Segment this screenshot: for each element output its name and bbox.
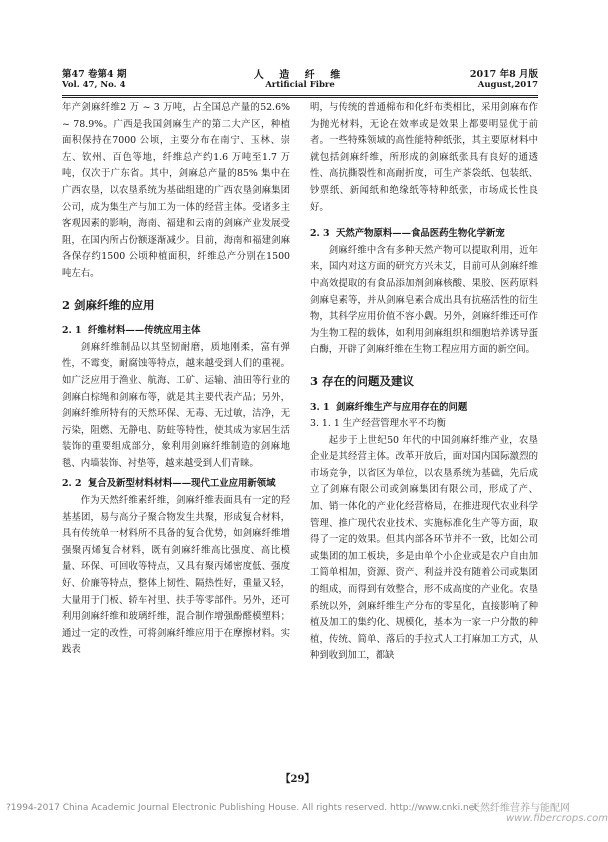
subsection-title: 天然产物原料——食品医药生物化学新宠 (336, 228, 505, 240)
volume-issue-en: Vol. 47, No. 4 (62, 80, 126, 90)
paragraph: 剑麻纤维制品以其坚韧耐磨，质地刚柔，富有弹性，不霉变，耐腐蚀等特点，越来越受到人们的重视。如广泛应用于渔业、航海、工矿、运输、油田等行业的剑麻白棕绳和剑麻布等，就是其主要代表产品；另外，剑麻纤维所特有的天然环保、无毒、无过敏，洁净，无污染，阻燃、无静电、防蛀等特性，使其成为家居生活装饰的重要组成部分，象利用剑麻纤维制造的剑麻地毯、内墙装饰、衬垫等，越来越受到人们青睐。 (62, 341, 290, 469)
site-watermark (470, 801, 608, 827)
volume-issue-cn: 第47 卷第4 期 (62, 69, 127, 80)
section-heading-2: 2 剑麻纤维的应用 (62, 297, 155, 312)
section-heading-3: 3 存在的问题及建议 (310, 373, 415, 388)
subsection-heading-3-1 (310, 400, 538, 417)
left-column (62, 100, 290, 659)
page-number: 【29】 (280, 774, 315, 785)
subsection-heading-2-2 (62, 476, 290, 493)
journal-title-en: Artificial Fibre (265, 80, 335, 90)
paragraph: 剑麻纤维中含有多种天然产物可以提取利用，近年来，国内对这方面的研究方兴未艾，目前可从剑麻纤维中高效提取的有食品添加剂剑麻核酸、果胶、医药原料剑麻皂素等，并从剑麻皂素合成出具有抗癌活性的衍生物，其科学应用价值不容小觑。另外，剑麻纤维还可作为生物工程的载体，如利用剑麻组织和细胞培养诱导蛋白酶，开辟了剑麻纤维在生物工程应用方面的新空间。 (310, 244, 538, 356)
subsection-title: 剑麻纤维生产与应用存在的问题 (336, 401, 468, 413)
subsection-number: 2. 1 (62, 325, 82, 337)
subsection-heading-2-3 (310, 226, 538, 243)
running-header (62, 62, 538, 94)
paragraph: 年产剑麻纤维2 万 ~ 3 万吨，占全国总产量的52.6% ~ 78.9%。广西是我国剑麻生产的第二大产区，种植面积保持在7000 公顷，主要分布在南宁、玉林、崇左、钦州、百色等地，纤维总产约1.6 万吨至1.7 万吨，仅次于广东省。其中，剑麻总产量的85% 集中在广西农垦，以农垦系统为基础组建的广西农垦剑麻集团公司，成为集生产与加工为一体的经营主体。受诸多主客观因素的影响，海南、福建和云南的剑麻产业发展受阻，在国内所占份额逐渐减少。目前，海南和福建剑麻各保存约1500 公顷种植面积，纤维总产分别在1500 吨左右。 (62, 102, 290, 279)
right-column (310, 100, 538, 665)
subsection-number: 3. 1 (310, 401, 330, 413)
header-rule-thick (62, 95, 538, 96)
subsection-heading-2-1 (62, 323, 290, 340)
watermark-url: www.fibercrops.com (506, 813, 608, 824)
subsection-number: 2. 2 (62, 478, 82, 490)
subsection-number: 2. 3 (310, 228, 330, 240)
paragraph: 起步于上世纪50 年代的中国剑麻纤维产业，农垦企业是其经营主体。改革开放后，面对国内国际激烈的市场竞争，以省区为单位，以农垦系统为基础，先后成立了剑麻有限公司或剑麻集团有限公司，形成了产、加、销一体化的产业化经营格局，在推进现代农业科学管理、推广现代农业技术、实施标准化生产等方面，取得了一定的效果。但其内部各环节并不一致，比如公司或集团的加工板块，多是由单个小企业或是农户自由加工简单相加，资源、资产、利益并没有随着公司或集团的组成，而得到有效整合，形不成高度的产业化。农垦系统以外，剑麻纤维生产分布的零星化，直接影响了种植及加工的集约化、规模化，基本为一家一户分散的种植，传统、简单、落后的手拉式人工打麻加工方式，从种到收到加工，都缺 (310, 434, 538, 662)
subsection-title: 纤维材料——传统应用主体 (88, 325, 201, 337)
journal-title-cn: 人 造 纤 维 (253, 70, 347, 81)
subsection-title: 复合及新型材料材料——现代工业应用新领域 (88, 478, 276, 490)
copyright-notice: ?1994-2017 China Academic Journal Electronic Publishing House. All rights reserved. http://www.cnki.net (6, 803, 478, 813)
paragraph: 明，与传统的普通棉布和化纤布类相比，采用剑麻布作为抛光材料，无论在效率或是效果上都要明显优于前者。一些特殊领域的高性能特种纸张，其主要原材料中就包括剑麻纤维，所形成的剑麻纸张具有良好的通透性、高抗撕裂性和高耐折度，可生产茶袋纸、包装纸、钞票纸、新闻纸和绝缘纸等特种纸张，市场成长性良好。 (310, 102, 538, 213)
header-rule-thin (62, 97, 538, 98)
footer (0, 803, 608, 824)
paragraph: 作为天然纤维素纤维，剑麻纤维表面具有一定的羟基基团，易与高分子聚合物发生共聚，形成复合材料，具有传统单一材料所不具备的复合优势，如剑麻纤维增强聚丙烯复合材料，既有剑麻纤维高比强度、高比模量、环保、可回收等特点，又具有聚丙烯密度低、强度好、价廉等特点，整体上韧性、隔热性好，重量又轻，大量用于门板、轿车衬里、扶手等零部件。另外，还可利用剑麻纤维和玻璃纤维，混合制作增强酚醛模塑料；通过一定的改性，可将剑麻纤维应用于在摩擦材料。实践表 (62, 495, 290, 656)
issue-date-en: August,2017 (477, 80, 538, 90)
subsubsection-heading-3-1-1: 3. 1. 1 生产经营管理水平不均衡 (310, 418, 446, 430)
issue-date-cn: 2017 年8 月版 (469, 69, 538, 80)
watermark-text-cn: 天然纤维营养与能配网 (470, 803, 570, 814)
